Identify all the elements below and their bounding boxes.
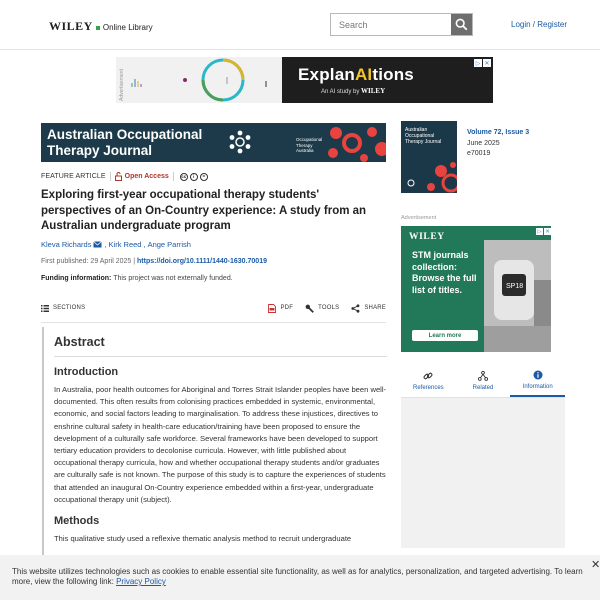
pdf-icon xyxy=(268,304,276,313)
link-icon xyxy=(423,371,433,381)
funding-text: This project was not externally funded. xyxy=(113,275,233,282)
author-separator: , xyxy=(104,240,107,249)
microscope-image xyxy=(484,240,551,352)
funding-info xyxy=(41,275,233,282)
tab-related[interactable] xyxy=(456,364,511,397)
tools-button[interactable] xyxy=(305,304,339,313)
article-number: e70019 xyxy=(467,150,491,157)
sidebar-advertisement[interactable] xyxy=(401,226,551,352)
article-title: Exploring first-year occupational therapy students' perspectives of an On-Country experience: A study from an Australian undergraduate program xyxy=(41,189,367,232)
open-access-label: Open Access xyxy=(124,173,169,180)
top-navigation-bar xyxy=(0,0,600,50)
search-input[interactable] xyxy=(331,14,451,35)
methods-heading: Methods xyxy=(54,515,100,528)
published-label: First published: xyxy=(41,258,89,265)
toolbar-actions xyxy=(268,304,386,313)
microscope-label: SP18 xyxy=(506,283,524,290)
close-icon[interactable]: ✕ xyxy=(591,559,600,571)
sections-button[interactable] xyxy=(41,305,85,312)
logo-wiley-text: WILEY xyxy=(49,19,93,33)
search-icon xyxy=(455,18,468,31)
abstract-heading: Abstract xyxy=(54,335,105,349)
ad-headline-part2: tions xyxy=(372,65,414,84)
author-separator: , xyxy=(143,240,146,249)
ad-graphic-image xyxy=(116,57,276,103)
introduction-heading: Introduction xyxy=(54,366,119,378)
advertisement-label: Advertisement xyxy=(119,69,125,101)
article-type-label: FEATURE ARTICLE xyxy=(41,173,106,180)
sections-label: SECTIONS xyxy=(53,305,86,311)
journal-banner-graphic xyxy=(41,123,386,162)
top-advertisement-banner[interactable] xyxy=(116,57,493,103)
funding-label: Funding information: xyxy=(41,275,112,282)
cc-icon: cc xyxy=(181,174,187,179)
ad-choices[interactable] xyxy=(474,59,491,67)
sidebar-advertisement-label: Advertisement xyxy=(401,215,437,221)
abstract-divider xyxy=(54,356,387,357)
list-icon xyxy=(41,305,49,312)
author-link[interactable]: Ange Parrish xyxy=(147,240,191,249)
author-link[interactable]: Kirk Reed xyxy=(108,240,142,249)
journal-banner-title: Australian Occupational Therapy Journal xyxy=(47,127,203,158)
ad-close-icon[interactable]: ✕ xyxy=(484,60,490,67)
meta-divider xyxy=(110,172,111,181)
methods-paragraph: This qualitative study used a reflexive thematic analysis method to recruit undergraduate xyxy=(54,534,352,544)
journal-banner[interactable] xyxy=(41,123,386,162)
ad-subtitle-brand: WILEY xyxy=(361,87,386,95)
ad-wiley-logo: WILEY xyxy=(409,232,445,242)
published-date: 29 April 2025 xyxy=(90,258,132,265)
logo-dot-icon xyxy=(96,26,100,30)
abstract-section xyxy=(42,327,386,567)
tab-information-label: Information xyxy=(522,383,553,390)
share-label: SHARE xyxy=(364,305,386,311)
ad-info-icon[interactable]: ▷ xyxy=(475,60,481,67)
ad-choices[interactable] xyxy=(536,228,551,235)
tab-references-label: References xyxy=(412,384,444,391)
email-icon[interactable] xyxy=(93,241,102,248)
tools-label: TOOLS xyxy=(318,305,340,311)
issue-info xyxy=(467,128,529,160)
tab-information[interactable] xyxy=(510,364,565,397)
tab-references[interactable] xyxy=(401,364,456,397)
wiley-online-library-logo[interactable] xyxy=(49,19,153,34)
publication-info xyxy=(41,258,267,265)
sidebar-tabs xyxy=(401,364,565,398)
toolbar-divider xyxy=(41,322,386,323)
ad-subtitle-text: An AI study by xyxy=(321,89,360,95)
search-button[interactable] xyxy=(451,14,472,35)
ad-headline: STM journals collection: Browse the full list of titles. xyxy=(412,250,477,295)
privacy-policy-link[interactable]: Privacy Policy xyxy=(116,577,166,586)
article-toolbar xyxy=(41,300,386,316)
cover-title: Australian Occupational Therapy Journal xyxy=(405,127,442,145)
pdf-label: PDF xyxy=(280,305,294,311)
microscope-graphic xyxy=(484,240,551,352)
issue-date: June 2025 xyxy=(467,139,500,147)
login-register-link[interactable]: Login / Register xyxy=(511,20,568,29)
open-lock-icon xyxy=(115,172,122,181)
info-icon xyxy=(533,370,543,380)
sidebar-tab-panel xyxy=(401,398,565,548)
volume-issue-link[interactable]: Volume 72, Issue 3 xyxy=(467,129,530,136)
doi-link[interactable]: https://doi.org/10.1111/1440-1630.70019 xyxy=(137,258,267,265)
network-icon xyxy=(478,371,488,381)
logo-online-library-text: Online Library xyxy=(102,23,153,32)
wrench-icon xyxy=(305,304,314,313)
ad-close-icon[interactable]: ✕ xyxy=(545,228,550,235)
ad-info-icon[interactable]: ▷ xyxy=(537,228,542,235)
share-icon xyxy=(351,304,360,313)
learn-more-button[interactable]: Learn more xyxy=(412,330,478,341)
creative-commons-license-icons[interactable] xyxy=(180,173,208,181)
article-meta-row xyxy=(41,172,208,181)
author-link[interactable]: Kleva Richards xyxy=(41,240,92,249)
author-list xyxy=(41,240,191,249)
open-access-badge[interactable] xyxy=(115,172,169,181)
ad-headline xyxy=(298,65,414,85)
cookie-consent-banner xyxy=(0,555,600,600)
search-box xyxy=(330,13,473,36)
ad-subtitle xyxy=(321,87,385,95)
journal-society-logo-text: Occupational Therapy Australia xyxy=(296,137,323,153)
share-button[interactable] xyxy=(351,304,386,313)
ad-headline-ai: AI xyxy=(354,65,373,84)
publication-divider: | xyxy=(133,258,138,265)
cc-nd-icon: = xyxy=(200,173,208,181)
journal-cover-image[interactable] xyxy=(401,121,457,193)
cookie-message xyxy=(12,567,590,587)
cookie-text: This website utilizes technologies such as cookies to enable essential site functionality, as well as for analytics, personalization, and targeted advertising. To learn more, view the following link: xyxy=(12,567,583,586)
meta-divider xyxy=(173,172,174,181)
cover-graphic xyxy=(401,121,457,193)
ad-headline-part1: Explan xyxy=(298,65,355,84)
cc-by-icon: i xyxy=(190,173,198,181)
pdf-button[interactable] xyxy=(268,304,293,313)
tab-related-label: Related xyxy=(472,384,494,391)
introduction-paragraph: In Australia, poor health outcomes for Aboriginal and Torres Strait Islander peoples have been well-documented. This often results from colonising practices embedded in systemic, environmental, economic, and social factors leading to marginalisation. To address these injustices, directives to enshrine cultural safety in health-care education/training have been proposed to ensure the development of a culturally safe workforce. Several frameworks have been developed to support tertiary education providers to decolonise curricula. However, with little published about occupational therapy curricula, how and whether occupational therapy students and/or graduates are culturally safe is not known. The purpose of this study is to capture the experiences of students that attended an inaugural On-Country experience embedded within a first-year, undergraduate occupational therapy unit (subject). xyxy=(54,385,387,504)
